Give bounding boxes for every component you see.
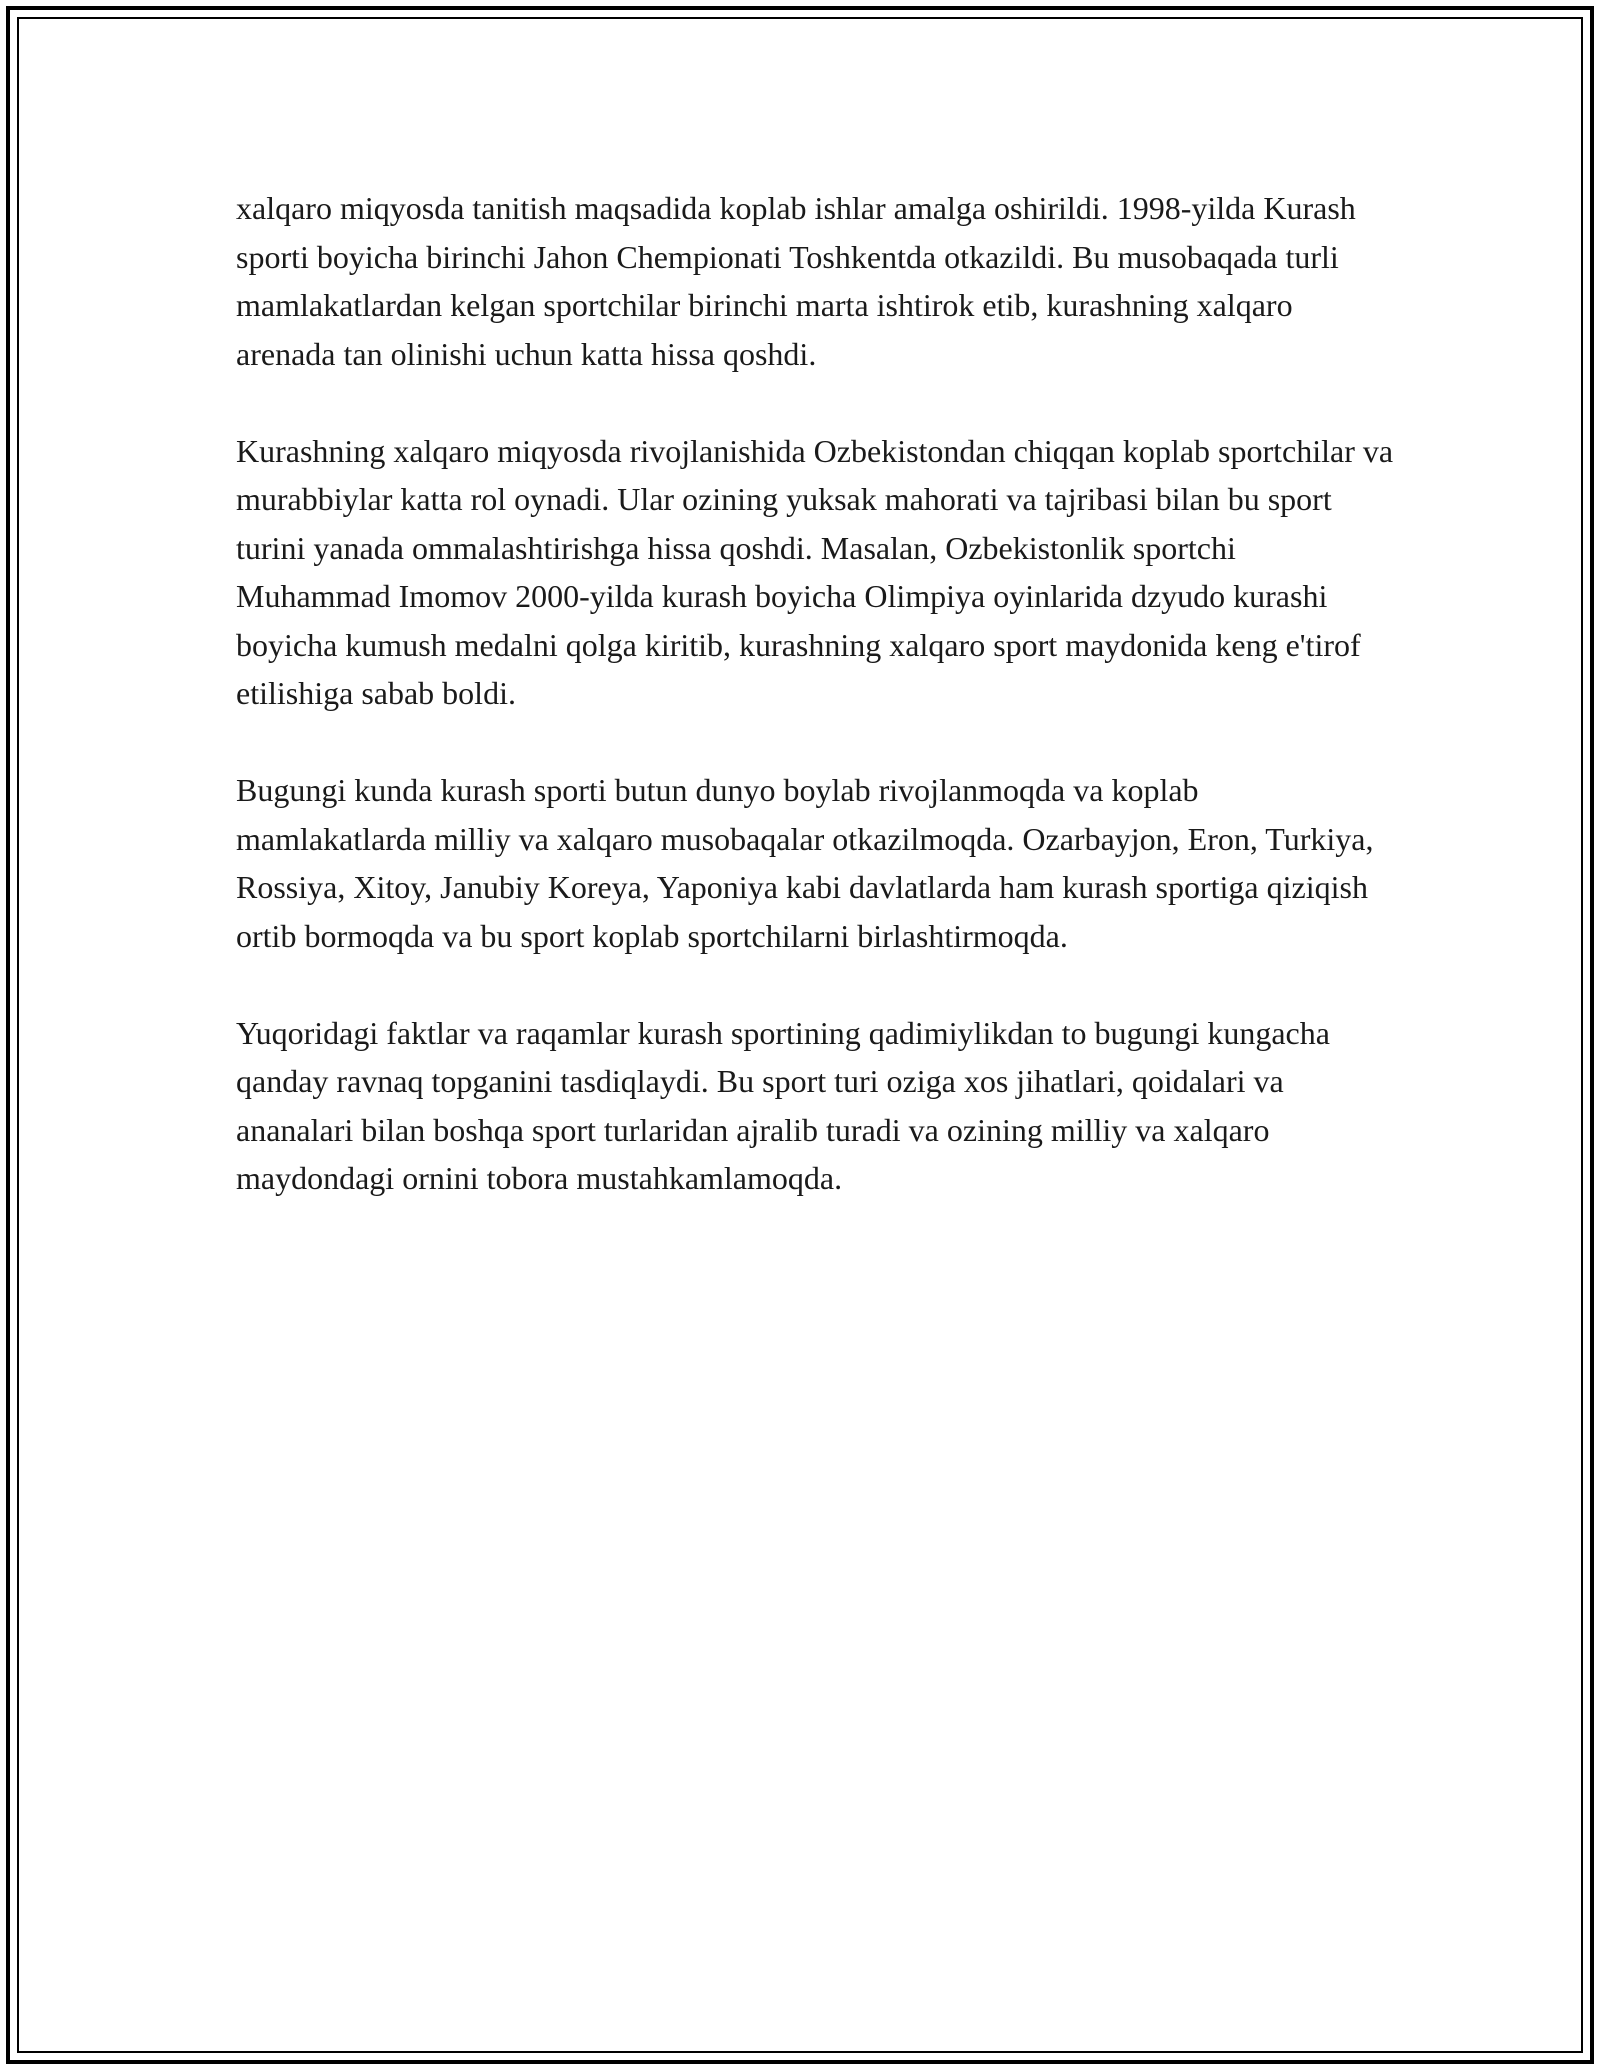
document-body: [236, 184, 1396, 1203]
paragraph-3: Bugungi kunda kurash sporti butun dunyo boylab rivojlanmoqda va koplab mamlakatlarda milliy va xalqaro musobaqalar otkazilmoqda. Ozarbayjon, Eron, Turkiya, Rossiya, Xitoy, Janubiy Koreya, Yaponiya kabi davlatlarda ham kurash sportiga qiziqish ortib bormoqda va bu sport koplab sportchilarni birlashtirmoqda.: [236, 772, 1374, 954]
paragraph-4: Yuqoridagi faktlar va raqamlar kurash sportining qadimiylikdan to bugungi kungacha qanday ravnaq topganini tasdiqlaydi. Bu sport turi oziga xos jihatlari, qoidalari va ananalari bilan boshqa sport turlaridan ajralib turadi va ozining milliy va xalqaro maydondagi ornini tobora mustahkamlamoqda.: [236, 1014, 1330, 1196]
paragraph-1: xalqaro miqyosda tanitish maqsadida koplab ishlar amalga oshirildi. 1998-yilda Kurash sporti boyicha birinchi Jahon Chempionati Toshkentda otkazildi. Bu musobaqada turli mamlakatlardan kelgan sportchilar birinchi marta ishtirok etib, kurashning xalqaro arenada tan olinishi uchun katta hissa qoshdi.: [236, 190, 1356, 372]
paragraph-2: Kurashning xalqaro miqyosda rivojlanishida Ozbekistondan chiqqan koplab sportchilar va murabbiylar katta rol oynadi. Ular ozining yuksak mahorati va tajribasi bilan bu sport turini yanada ommalashtirishga hissa qoshdi. Masalan, Ozbekistonlik sportchi Muhammad Imomov 2000-yilda kurash boyicha Olimpiya oyinlarida dzyudo kurashi boyicha kumush medalni qolga kiritib, kurashning xalqaro sport maydonida keng e'tirof etilishiga sabab boldi.: [236, 432, 1394, 711]
